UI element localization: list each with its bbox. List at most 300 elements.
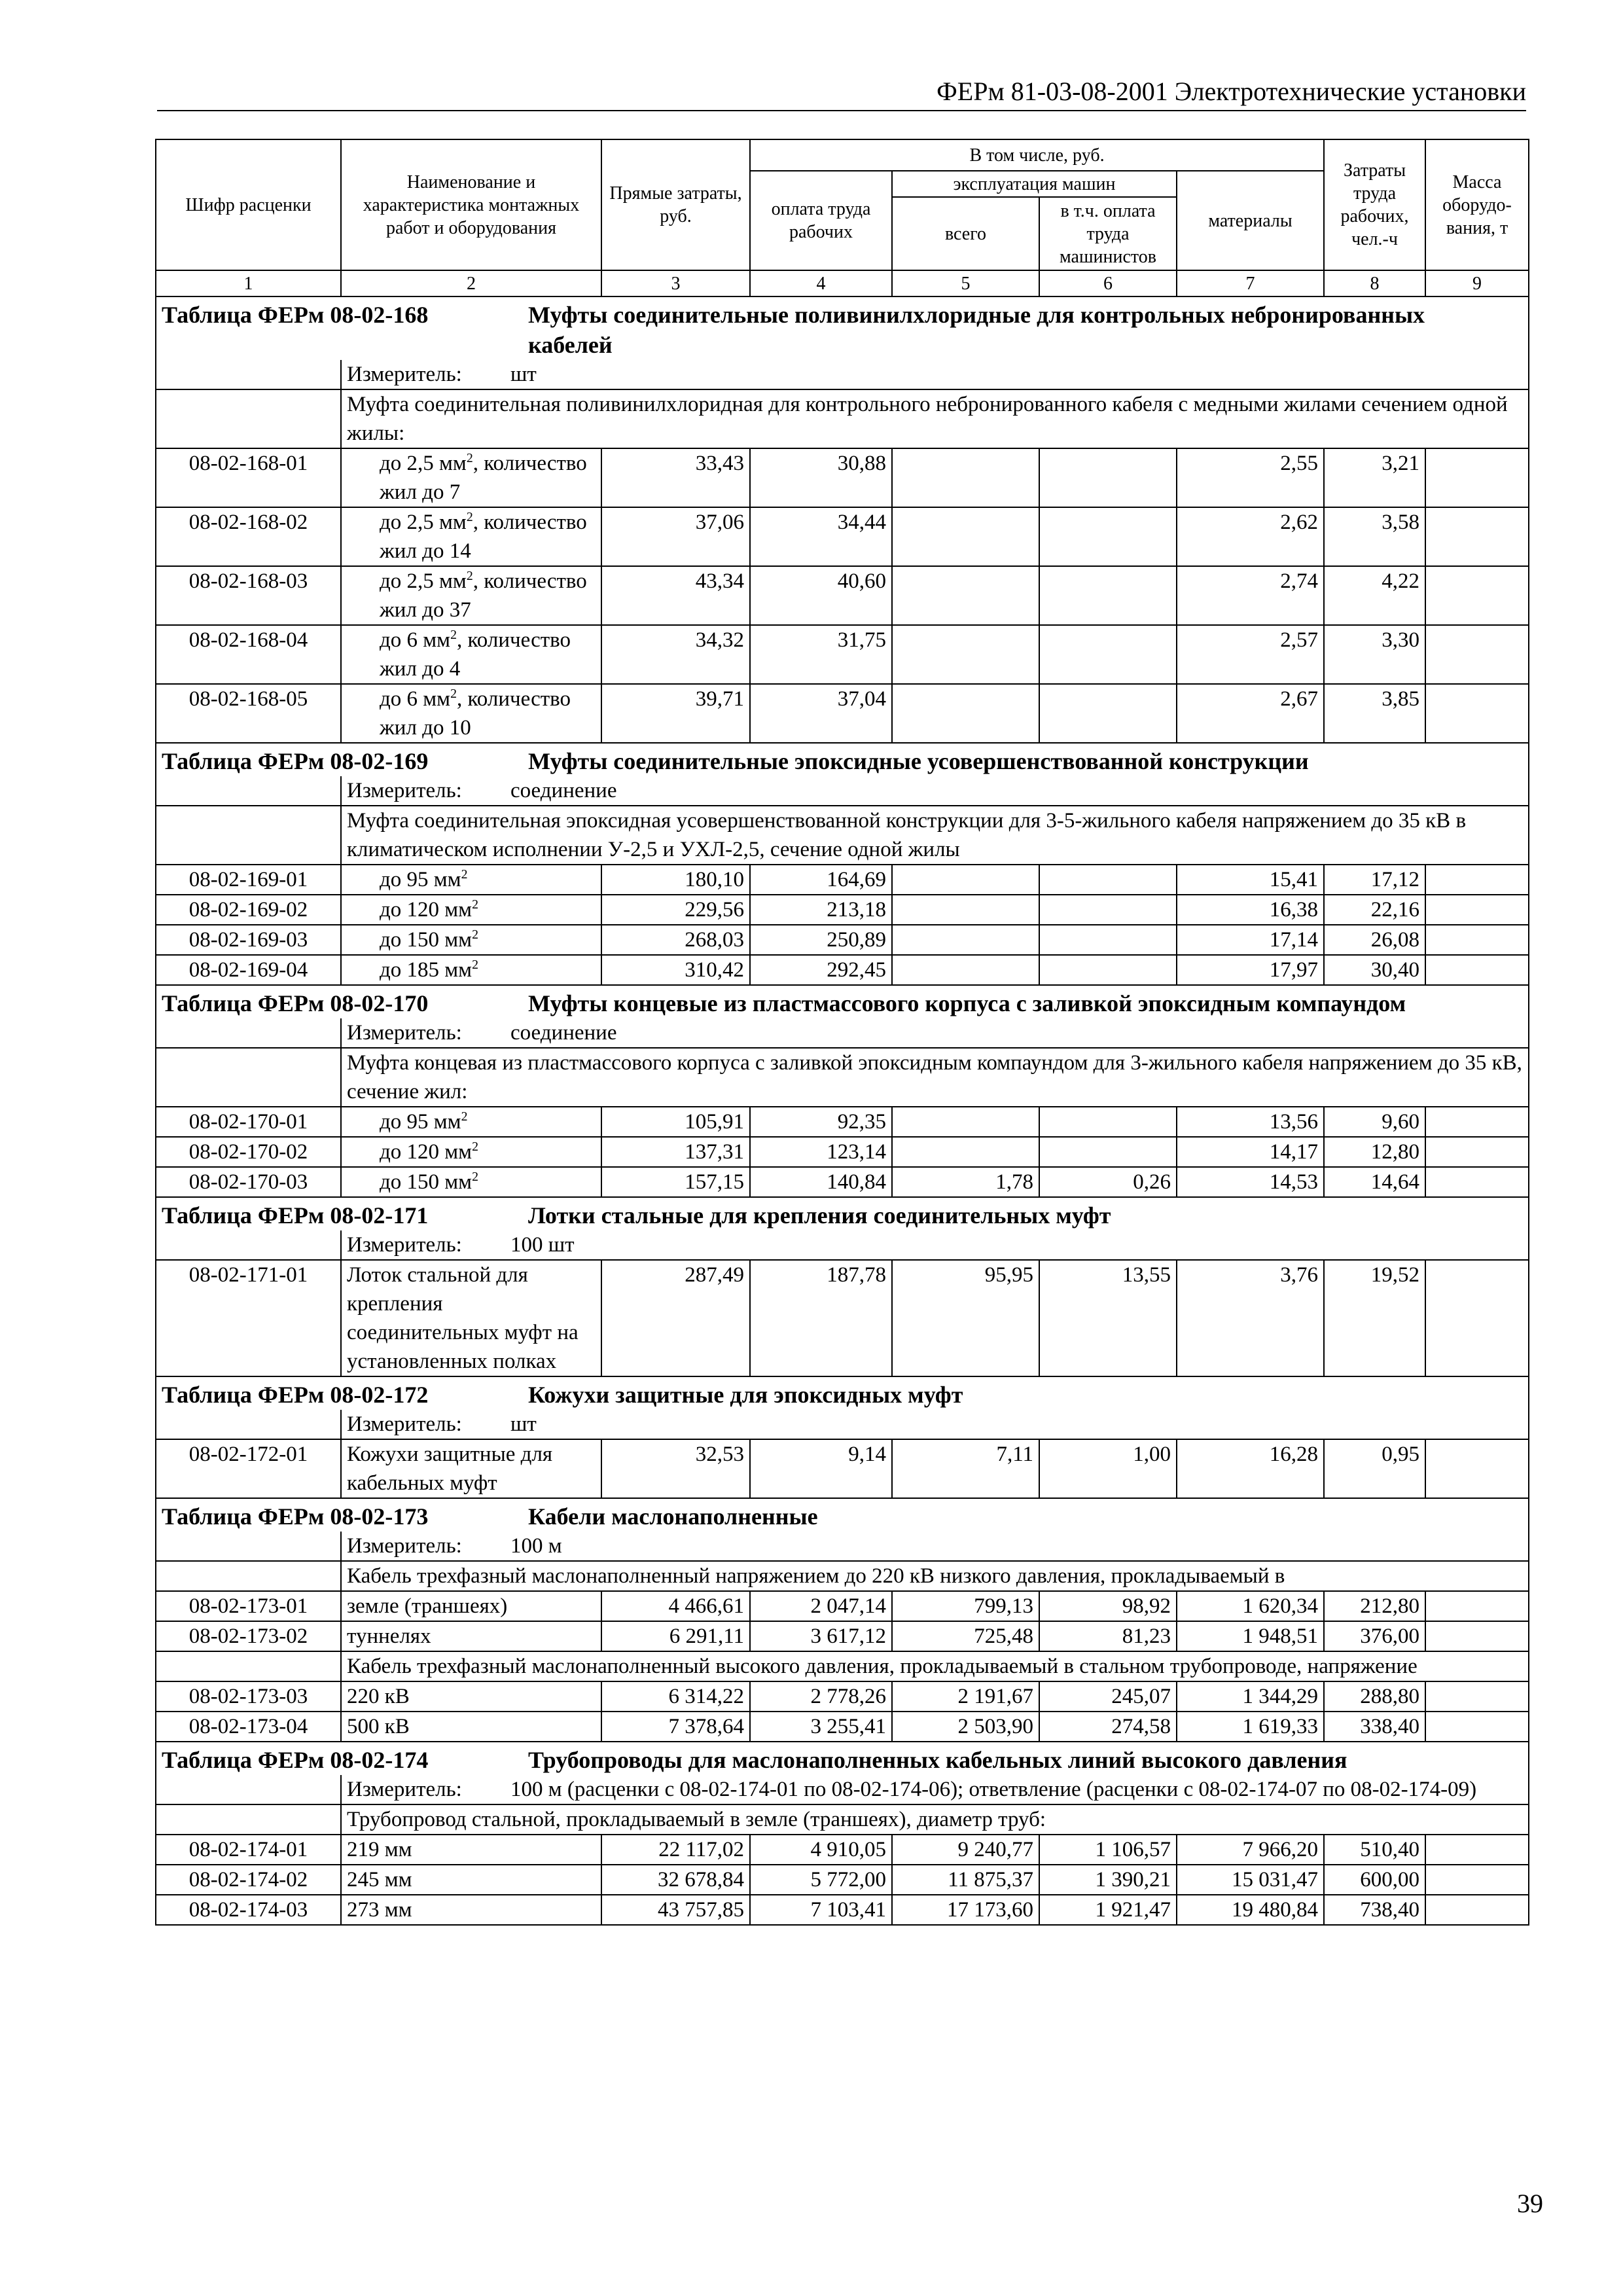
machinist-wage [1039, 865, 1177, 895]
table-row [156, 507, 1529, 566]
table-title: Муфты концевые из пластмассового корпуса с заливкой эпоксидным компаундом [528, 990, 1406, 1016]
table-row [156, 1681, 1529, 1712]
labor-hours: 3,58 [1324, 507, 1425, 566]
equipment-mass [1425, 925, 1529, 955]
measurer-label: Измеритель: [347, 1412, 462, 1436]
machinist-wage [1039, 895, 1177, 925]
col-num: 5 [892, 270, 1039, 296]
measurer-cell [341, 1532, 1529, 1561]
materials-cost: 15,41 [1177, 865, 1324, 895]
machines-cost [892, 925, 1039, 955]
direct-cost: 229,56 [601, 895, 750, 925]
table-title: Лотки стальные для крепления соединительных муфт [528, 1202, 1111, 1229]
rate-code: 08-02-170-01 [156, 1107, 341, 1137]
rate-code: 08-02-169-03 [156, 925, 341, 955]
machines-cost: 2 503,90 [892, 1712, 1039, 1742]
table-title-cell [156, 743, 1529, 776]
table-title-row [156, 1742, 1529, 1775]
description-spacer [156, 806, 341, 865]
materials-cost: 14,53 [1177, 1167, 1324, 1197]
direct-cost: 33,43 [601, 448, 750, 507]
measurer-spacer [156, 1018, 341, 1048]
rate-name-suffix: , количество жил до 37 [380, 569, 587, 622]
materials-cost: 17,14 [1177, 925, 1324, 955]
equipment-mass [1425, 895, 1529, 925]
rate-name-text: 220 кВ [347, 1685, 410, 1708]
table-label: Таблица ФЕРм 08-02-170 [162, 990, 429, 1016]
machines-cost: 799,13 [892, 1591, 1039, 1621]
direct-cost: 32,53 [601, 1439, 750, 1498]
rate-name [341, 1260, 601, 1376]
table-row [156, 625, 1529, 684]
materials-cost: 17,97 [1177, 955, 1324, 985]
rate-code: 08-02-169-01 [156, 865, 341, 895]
equipment-mass [1425, 1107, 1529, 1137]
table-title: Кабели маслонаполненные [528, 1503, 818, 1530]
group-description-row [156, 1048, 1529, 1107]
rate-name-text: до 150 мм [380, 928, 473, 952]
table-title-cell [156, 985, 1529, 1018]
materials-cost: 15 031,47 [1177, 1865, 1324, 1895]
direct-cost: 6 291,11 [601, 1621, 750, 1651]
table-title-row [156, 296, 1529, 360]
group-description: Муфта соединительная поливинилхлоридная для контрольного небронированного кабеля с медными жилами сечением одной жилы: [341, 389, 1529, 448]
rate-name-text: 273 мм [347, 1898, 412, 1922]
rate-name [341, 925, 601, 955]
rate-name-sup: 2 [461, 1109, 468, 1124]
direct-cost: 105,91 [601, 1107, 750, 1137]
rate-code: 08-02-174-01 [156, 1835, 341, 1865]
machines-cost: 9 240,77 [892, 1835, 1039, 1865]
machines-cost: 95,95 [892, 1260, 1039, 1376]
wage-cost: 3 617,12 [750, 1621, 892, 1651]
rate-name-text: 219 мм [347, 1838, 412, 1861]
equipment-mass [1425, 955, 1529, 985]
description-spacer [156, 1561, 341, 1591]
rate-name-text: земле (траншеях) [347, 1594, 508, 1618]
labor-hours: 288,80 [1324, 1681, 1425, 1712]
table-label: Таблица ФЕРм 08-02-169 [162, 748, 429, 774]
rate-name-text: до 185 мм [380, 958, 473, 982]
labor-hours: 0,95 [1324, 1439, 1425, 1498]
materials-cost: 16,28 [1177, 1439, 1324, 1498]
rate-code: 08-02-174-03 [156, 1895, 341, 1925]
labor-hours: 738,40 [1324, 1895, 1425, 1925]
machinist-wage [1039, 925, 1177, 955]
measurer-value: 100 м (расценки с 08-02-174-01 по 08-02-174-06); ответвление (расценки с 08-02-174-07 по 08-02-174-09) [510, 1778, 1477, 1801]
table-row [156, 865, 1529, 895]
equipment-mass [1425, 1865, 1529, 1895]
rate-name [341, 1865, 601, 1895]
measurer-label: Измеритель: [347, 1534, 462, 1558]
col-mach-total-header: всего [892, 197, 1039, 270]
table-row [156, 1621, 1529, 1651]
table-title-row [156, 1376, 1529, 1410]
rate-name [341, 507, 601, 566]
rate-name-sup: 2 [472, 958, 478, 972]
labor-hours: 22,16 [1324, 895, 1425, 925]
machinist-wage [1039, 625, 1177, 684]
table-title: Муфты соединительные эпоксидные усовершенствованной конструкции [528, 748, 1309, 774]
table-row [156, 684, 1529, 743]
equipment-mass [1425, 1167, 1529, 1197]
measurer-spacer [156, 1410, 341, 1439]
labor-hours: 338,40 [1324, 1712, 1425, 1742]
col-num: 8 [1324, 270, 1425, 296]
group-description: Кабель трехфазный маслонаполненный напряжением до 220 кВ низкого давления, прокладываемый в [341, 1561, 1529, 1591]
wage-cost: 3 255,41 [750, 1712, 892, 1742]
table-label: Таблица ФЕРм 08-02-172 [162, 1382, 429, 1408]
rate-name-sup: 2 [472, 1170, 478, 1184]
rate-code: 08-02-173-04 [156, 1712, 341, 1742]
materials-cost: 7 966,20 [1177, 1835, 1324, 1865]
machinist-wage [1039, 1107, 1177, 1137]
machinist-wage [1039, 448, 1177, 507]
table-row [156, 1835, 1529, 1865]
wage-cost: 7 103,41 [750, 1895, 892, 1925]
rate-code: 08-02-168-04 [156, 625, 341, 684]
machines-cost: 7,11 [892, 1439, 1039, 1498]
measurer-cell [341, 1018, 1529, 1048]
measurer-row [156, 1230, 1529, 1260]
rate-name-text: до 2,5 мм [380, 452, 467, 475]
wage-cost: 34,44 [750, 507, 892, 566]
rate-name-text: Кожухи защитные для кабельных муфт [347, 1443, 553, 1495]
rate-name-text: до 6 мм [380, 687, 451, 711]
equipment-mass [1425, 507, 1529, 566]
machines-cost [892, 625, 1039, 684]
measurer-value: шт [510, 363, 537, 386]
wage-cost: 2 047,14 [750, 1591, 892, 1621]
table-title-cell [156, 1197, 1529, 1230]
wage-cost: 9,14 [750, 1439, 892, 1498]
table-label: Таблица ФЕРм 08-02-173 [162, 1503, 429, 1530]
rate-name-suffix: , количество жил до 7 [380, 452, 587, 504]
group-description: Трубопровод стальной, прокладываемый в земле (траншеях), диаметр труб: [341, 1804, 1529, 1835]
rate-name-text: до 120 мм [380, 1140, 473, 1164]
rate-name-text: до 120 мм [380, 898, 473, 922]
rate-name [341, 1712, 601, 1742]
rate-name-sup: 2 [472, 897, 478, 912]
page-header: ФЕРм 81-03-08-2001 Электротехнические установки [157, 73, 1526, 111]
measurer-spacer [156, 1230, 341, 1260]
wage-cost: 2 778,26 [750, 1681, 892, 1712]
table-row [156, 1712, 1529, 1742]
labor-hours: 510,40 [1324, 1835, 1425, 1865]
materials-cost: 1 344,29 [1177, 1681, 1324, 1712]
wage-cost: 92,35 [750, 1107, 892, 1137]
table-title: Кожухи защитные для эпоксидных муфт [528, 1382, 963, 1408]
measurer-row [156, 360, 1529, 389]
direct-cost: 268,03 [601, 925, 750, 955]
wage-cost: 250,89 [750, 925, 892, 955]
rate-name [341, 1107, 601, 1137]
description-spacer [156, 389, 341, 448]
rate-name [341, 1621, 601, 1651]
rate-name-text: до 2,5 мм [380, 569, 467, 593]
rates-table [155, 139, 1529, 1926]
direct-cost: 34,32 [601, 625, 750, 684]
equipment-mass [1425, 566, 1529, 625]
machines-cost [892, 1137, 1039, 1167]
table-row [156, 955, 1529, 985]
group-description: Муфта концевая из пластмассового корпуса с заливкой эпоксидным компаундом для 3-жильного кабеля напряжением до 35 кВ, сечение жил: [341, 1048, 1529, 1107]
equipment-mass [1425, 1712, 1529, 1742]
measurer-value: соединение [510, 1021, 617, 1045]
rate-name-text: до 2,5 мм [380, 511, 467, 534]
col-incl-header: В том числе, руб. [750, 139, 1324, 171]
wage-cost: 187,78 [750, 1260, 892, 1376]
rate-name-text: до 95 мм [380, 868, 461, 891]
machines-cost: 11 875,37 [892, 1865, 1039, 1895]
labor-hours: 3,30 [1324, 625, 1425, 684]
machines-cost: 17 173,60 [892, 1895, 1039, 1925]
rate-name-text: до 150 мм [380, 1170, 473, 1194]
materials-cost: 14,17 [1177, 1137, 1324, 1167]
machinist-wage: 0,26 [1039, 1167, 1177, 1197]
equipment-mass [1425, 1835, 1529, 1865]
machinist-wage [1039, 507, 1177, 566]
equipment-mass [1425, 865, 1529, 895]
equipment-mass [1425, 1439, 1529, 1498]
description-spacer [156, 1048, 341, 1107]
table-title-cell [156, 1498, 1529, 1532]
measurer-spacer [156, 776, 341, 806]
machinist-wage: 1 390,21 [1039, 1865, 1177, 1895]
measurer-label: Измеритель: [347, 779, 462, 802]
measurer-row [156, 1532, 1529, 1561]
materials-cost: 3,76 [1177, 1260, 1324, 1376]
labor-hours: 376,00 [1324, 1621, 1425, 1651]
rate-name [341, 1681, 601, 1712]
col-mass-header: Масса оборудо-вания, т [1425, 139, 1529, 270]
machines-cost [892, 448, 1039, 507]
materials-cost: 1 619,33 [1177, 1712, 1324, 1742]
wage-cost: 4 910,05 [750, 1835, 892, 1865]
table-title: Трубопроводы для маслонаполненных кабельных линий высокого давления [528, 1747, 1347, 1773]
rate-name [341, 955, 601, 985]
equipment-mass [1425, 1895, 1529, 1925]
direct-cost: 287,49 [601, 1260, 750, 1376]
rate-code: 08-02-170-03 [156, 1167, 341, 1197]
rate-code: 08-02-168-05 [156, 684, 341, 743]
labor-hours: 9,60 [1324, 1107, 1425, 1137]
rate-name [341, 684, 601, 743]
col-direct-header: Прямые затраты, руб. [601, 139, 750, 270]
materials-cost: 1 620,34 [1177, 1591, 1324, 1621]
direct-cost: 39,71 [601, 684, 750, 743]
rate-name-text: 245 мм [347, 1868, 412, 1892]
table-label: Таблица ФЕРм 08-02-168 [162, 302, 429, 328]
direct-cost: 7 378,64 [601, 1712, 750, 1742]
col-materials-header: материалы [1177, 171, 1324, 270]
machines-cost [892, 684, 1039, 743]
rate-name-suffix: , количество жил до 10 [380, 687, 571, 740]
materials-cost: 2,74 [1177, 566, 1324, 625]
col-num: 1 [156, 270, 341, 296]
table-row [156, 1107, 1529, 1137]
materials-cost: 2,62 [1177, 507, 1324, 566]
wage-cost: 5 772,00 [750, 1865, 892, 1895]
machinist-wage: 1 106,57 [1039, 1835, 1177, 1865]
measurer-label: Измеритель: [347, 363, 462, 386]
col-wage-header: оплата труда рабочих [750, 171, 892, 270]
rate-name [341, 448, 601, 507]
rate-name-sup: 2 [450, 687, 457, 701]
rate-name-text: 500 кВ [347, 1715, 410, 1738]
machinist-wage [1039, 1137, 1177, 1167]
table-row [156, 895, 1529, 925]
measurer-label: Измеритель: [347, 1021, 462, 1045]
machines-cost [892, 865, 1039, 895]
measurer-label: Измеритель: [347, 1778, 462, 1801]
labor-hours: 17,12 [1324, 865, 1425, 895]
group-description: Кабель трехфазный маслонаполненный высокого давления, прокладываемый в стальном трубопроводе, напряжение [341, 1651, 1529, 1681]
col-name-header: Наименование и характеристика монтажных работ и оборудования [341, 139, 601, 270]
direct-cost: 37,06 [601, 507, 750, 566]
rate-code: 08-02-168-01 [156, 448, 341, 507]
labor-hours: 4,22 [1324, 566, 1425, 625]
rate-code: 08-02-173-03 [156, 1681, 341, 1712]
col-machines-header: эксплуатация машин [892, 171, 1177, 197]
machines-cost [892, 895, 1039, 925]
table-row [156, 1439, 1529, 1498]
rate-name-sup: 2 [466, 569, 473, 583]
measurer-value: 100 шт [510, 1233, 575, 1257]
rate-name [341, 865, 601, 895]
col-labor-header: Затраты труда рабочих, чел.-ч [1324, 139, 1425, 270]
table-row [156, 925, 1529, 955]
rate-code: 08-02-168-02 [156, 507, 341, 566]
table-title-row [156, 1197, 1529, 1230]
direct-cost: 43 757,85 [601, 1895, 750, 1925]
rate-name-suffix: , количество жил до 14 [380, 511, 587, 563]
machinist-wage [1039, 566, 1177, 625]
labor-hours: 26,08 [1324, 925, 1425, 955]
table-title: Муфты соединительные поливинилхлоридные для контрольных небронированных кабелей [528, 302, 1425, 358]
equipment-mass [1425, 1260, 1529, 1376]
direct-cost: 6 314,22 [601, 1681, 750, 1712]
wage-cost: 37,04 [750, 684, 892, 743]
direct-cost: 157,15 [601, 1167, 750, 1197]
col-num: 7 [1177, 270, 1324, 296]
col-num: 2 [341, 270, 601, 296]
rate-name-text: туннелях [347, 1624, 431, 1648]
group-description-row [156, 1804, 1529, 1835]
table-row [156, 566, 1529, 625]
wage-cost: 123,14 [750, 1137, 892, 1167]
measurer-row [156, 1410, 1529, 1439]
group-description: Муфта соединительная эпоксидная усовершенствованной конструкции для 3-5-жильного кабеля напряжением до 35 кВ в климатическом исполнении У-2,5 и УХЛ-2,5, сечение одной жилы [341, 806, 1529, 865]
rate-name-sup: 2 [461, 867, 468, 882]
machines-cost [892, 955, 1039, 985]
measurer-row [156, 776, 1529, 806]
direct-cost: 137,31 [601, 1137, 750, 1167]
equipment-mass [1425, 1591, 1529, 1621]
materials-cost: 2,57 [1177, 625, 1324, 684]
rate-name-sup: 2 [472, 927, 478, 942]
group-description-row [156, 1561, 1529, 1591]
rate-code: 08-02-172-01 [156, 1439, 341, 1498]
rate-name-sup: 2 [466, 451, 473, 465]
machinist-wage: 81,23 [1039, 1621, 1177, 1651]
labor-hours: 14,64 [1324, 1167, 1425, 1197]
col-num: 3 [601, 270, 750, 296]
rate-name [341, 1591, 601, 1621]
direct-cost: 4 466,61 [601, 1591, 750, 1621]
page-number: 39 [1517, 2189, 1543, 2218]
rate-name [341, 1167, 601, 1197]
direct-cost: 310,42 [601, 955, 750, 985]
wage-cost: 30,88 [750, 448, 892, 507]
wage-cost: 213,18 [750, 895, 892, 925]
group-description-row [156, 389, 1529, 448]
rate-name-sup: 2 [450, 628, 457, 642]
materials-cost: 13,56 [1177, 1107, 1324, 1137]
labor-hours: 600,00 [1324, 1865, 1425, 1895]
table-title-row [156, 985, 1529, 1018]
description-spacer [156, 1651, 341, 1681]
group-description-row [156, 1651, 1529, 1681]
equipment-mass [1425, 1137, 1529, 1167]
measurer-cell [341, 776, 1529, 806]
table-title-cell [156, 1376, 1529, 1410]
materials-cost: 19 480,84 [1177, 1895, 1324, 1925]
rate-name-text: Лоток стальной для крепления соединительных муфт на установленных полках [347, 1263, 579, 1373]
table-row [156, 1895, 1529, 1925]
machinist-wage [1039, 684, 1177, 743]
measurer-label: Измеритель: [347, 1233, 462, 1257]
measurer-spacer [156, 1775, 341, 1804]
rate-name [341, 566, 601, 625]
direct-cost: 22 117,02 [601, 1835, 750, 1865]
wage-cost: 164,69 [750, 865, 892, 895]
rate-name-text: до 6 мм [380, 628, 451, 652]
materials-cost: 2,67 [1177, 684, 1324, 743]
measurer-cell [341, 360, 1529, 389]
table-row [156, 1167, 1529, 1197]
wage-cost: 40,60 [750, 566, 892, 625]
machines-cost: 2 191,67 [892, 1681, 1039, 1712]
table-row [156, 1865, 1529, 1895]
group-description-row [156, 806, 1529, 865]
materials-cost: 2,55 [1177, 448, 1324, 507]
rate-name-suffix: , количество жил до 4 [380, 628, 571, 681]
wage-cost: 140,84 [750, 1167, 892, 1197]
rate-code: 08-02-173-01 [156, 1591, 341, 1621]
equipment-mass [1425, 1621, 1529, 1651]
labor-hours: 12,80 [1324, 1137, 1425, 1167]
wage-cost: 292,45 [750, 955, 892, 985]
rate-name-sup: 2 [466, 510, 473, 524]
machinist-wage: 274,58 [1039, 1712, 1177, 1742]
measurer-spacer [156, 360, 341, 389]
table-title-row [156, 743, 1529, 776]
labor-hours: 30,40 [1324, 955, 1425, 985]
machines-cost: 725,48 [892, 1621, 1039, 1651]
measurer-cell [341, 1410, 1529, 1439]
rate-code: 08-02-173-02 [156, 1621, 341, 1651]
measurer-spacer [156, 1532, 341, 1561]
labor-hours: 3,85 [1324, 684, 1425, 743]
materials-cost: 1 948,51 [1177, 1621, 1324, 1651]
rate-name [341, 1835, 601, 1865]
table-row [156, 448, 1529, 507]
rate-name [341, 1439, 601, 1498]
rate-name [341, 1137, 601, 1167]
machinist-wage: 245,07 [1039, 1681, 1177, 1712]
rate-code: 08-02-168-03 [156, 566, 341, 625]
